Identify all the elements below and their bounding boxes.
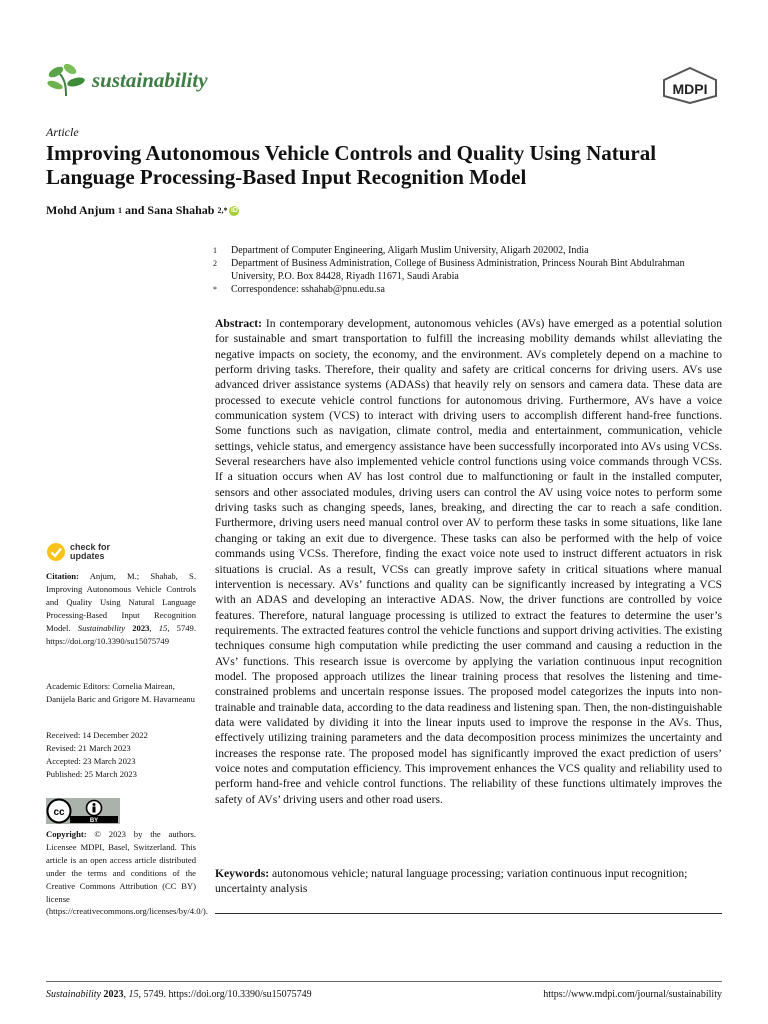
citation: Citation: Anjum, M.; Shahab, S. Improving Autonomous Vehicle Controls and Quality Using Natural Language Processing-Based Input Recognition Model. Sustainability 2023, 15, 5749. https://doi.org/10.3390/su15075749 (46, 571, 197, 646)
citation-label: Citation: (46, 571, 79, 581)
copyright-label: Copyright: (46, 829, 87, 839)
footer-divider (46, 981, 722, 982)
check-updates-icon (46, 542, 66, 562)
orcid-icon[interactable]: iD (230, 206, 238, 214)
date-received: Received: 14 December 2022 (46, 730, 148, 740)
affiliation-text: Department of Computer Engineering, Aligarh Muslim University, Aligarh 202002, India (231, 245, 589, 256)
footer-journal: Sustainability (46, 989, 101, 1000)
author-name: Sana Shahab (147, 203, 215, 217)
check-for-updates-button[interactable] (46, 542, 110, 562)
citation-text: Anjum, M.; Shahab, S. Improving Autonomous Vehicle Controls and Quality Using Natural Language Processing-Based Input Recognition Model. (46, 571, 196, 633)
abstract-text: In contemporary development, autonomous vehicles (AVs) have emerged as a potential solution for sustainable and smart transportation to fulfill the increasing mobility demands whilst alleviating the negative impacts on society, the economy, and the environment. AVs completely depend on a machine to perform driving tasks. Therefore, their quality and safety are critical concerns for driving users. AVs use advanced driver assistance systems (ADASs) that heavily rely on sensors and camera data. These data are processed to execute vehicle control functions for autonomous driving. Furthermore, AVs have a voice communication system (VCS) to interact with driving users to accomplish different hand-free functions. Some functions such as navigation, climate control, media and entertainment, communication, vehicle settings, vehicle status, and emergency assistance have been successfully incorporated into AVs using VCSs. Several researchers have also implemented vehicle control functions using voice commands through VCSs. If a situation occurs when AV has lost control due to malfunctioning or fault in the installed computer, sensors and other associated modules, driving users can control the AV using voice notes to perform some driving tasks such as changing speeds, lanes, breaking, and directing the car to reach a safe condition. Furthermore, driving users need manual control over AV to perform these tasks in some situations, like lane changing or taking an exit due to divergence. These tasks can also be performed with the help of voice commands using VCSs. Therefore, finding the exact voice note used to instruct different actuators in risk situations is crucial. As a result, VCSs can greatly improve safety in critical situations where manual intervention is necessary. AVs’ functions and quality can be significantly increased by integrating a VCS with an ADAS and developing an interactive ADAS. Now, the driver functions are controlled by voice features. Therefore, natural language processing is utilized to extract the features to determine the user’s requirements. The extracted features control the vehicle functions and support driving activities. The existing techniques consume high computation while predicting the user command and causing a reduction in the AVs’ functions. This research issue is overcome by applying the variation continuous input recognition model. The proposed approach utilizes the linear training process that resolves the listening and time-constrained problems and uncertain response issues. The proposed model categorizes the inputs into non-trainable and trainable data, according to the data readiness and listening span. Then, the non-distinguishable data were validated by dividing it into the linear inputs used to improve the response in the AVs. Thus, effectively utilizing training parameters and the data decomposition process minimizes the uncertainty and increases the response rate. The proposed model has significantly improved the exact prediction of users’ voice notes and computation efficiency. This improvement enhances the VCS quality and reliability used to perform hand-free and vehicle control functions. The reliability of these functions ultimately improves the safety of AVs’ driving users and other road users. (215, 317, 722, 806)
footer-doi-link[interactable]: , 5749. https://doi.org/10.3390/su15075749 (138, 989, 312, 1000)
author-affil-mark: 2,* (217, 206, 228, 215)
correspondence-text: Correspondence: sshahab@pnu.edu.sa (231, 284, 385, 295)
keywords-text: autonomous vehicle; natural language processing; variation continuous input recognition; uncertainty analysis (215, 867, 688, 896)
author-name: Mohd Anjum (46, 203, 116, 217)
copyright-text: © 2023 by the authors. Licensee MDPI, Basel, Switzerland. This article is an open access article distributed under the terms and conditions of the Creative Commons Attribution (CC BY) license (https://creativecommons.org/licenses/by/4.0/). (46, 829, 208, 917)
author-conjunction: and (125, 203, 145, 217)
article-type: Article (46, 125, 79, 139)
affiliation-item (213, 283, 723, 296)
affiliation-mark: 1 (213, 246, 217, 255)
journal-name: sustainability (92, 67, 208, 92)
abstract (215, 316, 722, 807)
citation-volume: 15 (158, 622, 168, 633)
date-published: Published: 25 March 2023 (46, 768, 137, 779)
affiliation-mark: 2 (213, 259, 217, 268)
keywords (215, 866, 722, 897)
publisher-name: MDPI (672, 81, 708, 97)
journal-logo (46, 62, 208, 98)
cc-by-license-icon[interactable] (46, 798, 120, 824)
affiliation-item (213, 257, 723, 283)
citation-year: 2023 (132, 622, 150, 633)
citation-journal: Sustainability (77, 622, 126, 633)
affiliation-item (213, 244, 723, 257)
updates-line1: check for (70, 542, 111, 552)
footer-citation: Sustainability 2023, 15, 5749. https://doi.org/10.3390/su15075749 (46, 989, 312, 1000)
keywords-label: Keywords: (215, 867, 270, 880)
footer-journal-url[interactable]: https://www.mdpi.com/journal/sustainability (543, 989, 722, 1000)
affiliation-text: Department of Business Administration, College of Business Administration, Princess Nourah Bint Abdulrahman University, P.O. Box 84428, Riyadh 11671, Saudi Arabia (231, 258, 685, 282)
article-title: Improving Autonomous Vehicle Controls and Quality Using Natural Language Processing-Based Input Recognition Model (46, 141, 657, 189)
leaf-logo-icon (46, 62, 88, 98)
svg-text:cc: cc (53, 807, 65, 818)
updates-line2: updates (70, 551, 105, 561)
mdpi-logo (662, 66, 718, 104)
citation-doi[interactable]: , 5749. https://doi.org/10.3390/su15075749 (46, 622, 197, 646)
date-accepted: Accepted: 23 March 2023 (46, 755, 136, 766)
footer-volume: 15 (128, 989, 139, 1000)
author-list (46, 203, 239, 218)
divider (215, 913, 722, 914)
dates (46, 729, 196, 781)
author-affil-mark: 1 (118, 206, 123, 215)
date-revised: Revised: 21 March 2023 (46, 742, 131, 753)
affiliation-mark: * (213, 285, 217, 294)
affiliations (213, 244, 723, 296)
academic-editors: Academic Editors: Cornelia Mairean, Danijela Baric and Grigore M. Havarneanu (46, 681, 195, 704)
svg-text:BY: BY (89, 818, 99, 824)
copyright (46, 828, 208, 918)
footer-year: 2023 (103, 989, 124, 1000)
abstract-label: Abstract: (215, 317, 263, 330)
